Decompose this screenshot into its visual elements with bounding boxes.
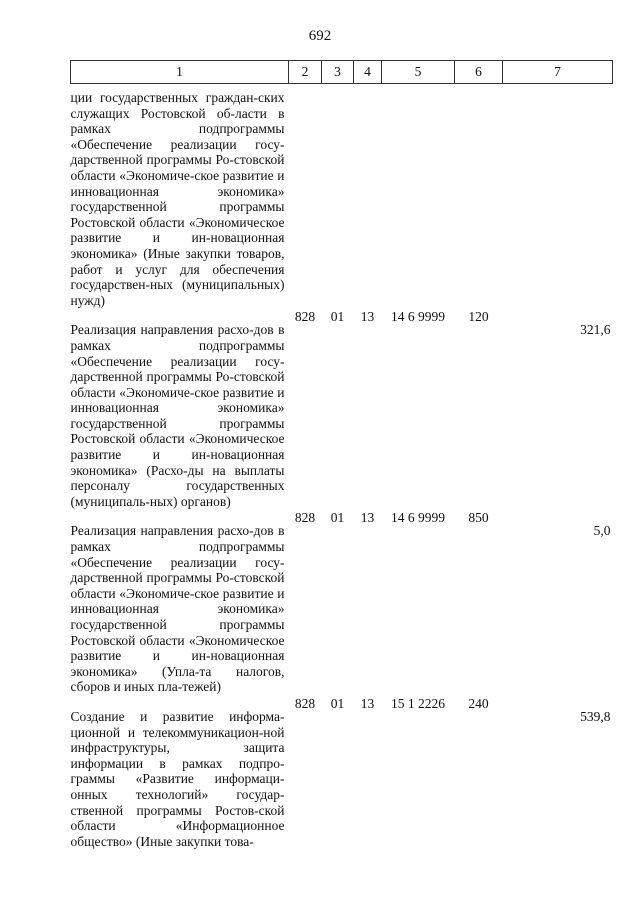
- row-description: ции государственных граждан-ских служащих Ростовской об-ласти в рамках подпрограммы «Обеспечение реализации госу-дарственной программы Ро-стовской области «Экономиче-ское развитие и инновационная экономика» государственной программы Ростовской области «Экономическое развитие и ин-новационная экономика» (Иные закупки товаров, работ и услуг для обеспечения государствен-ных (муниципальных) нужд): [70, 90, 285, 308]
- cell-rz: [322, 84, 354, 309]
- cell-vr: 850: [468, 510, 489, 526]
- cell-csr: 14 6 9999: [391, 510, 445, 526]
- column-header: 1: [71, 61, 289, 84]
- table-row: [71, 84, 613, 309]
- page-number: 692: [308, 28, 332, 44]
- row-description: Создание и развитие информа-ционной и телекоммуникацион-ной инфраструктуры, защита информации в рамках подпро-граммы «Развитие информаци-онных технологий» государ-ственной программы Ростов-ской области «Информационное общество» (Иные закупки това-: [70, 708, 285, 849]
- cell-sum: [503, 84, 613, 309]
- cell-vr: 240: [468, 695, 489, 711]
- cell-pr: 13: [360, 695, 375, 711]
- table-row: [71, 695, 613, 849]
- cell-ved: 828: [294, 695, 316, 711]
- cell-rz: 01: [330, 510, 345, 526]
- column-header: 4: [354, 61, 382, 84]
- column-header: 5: [382, 61, 455, 84]
- cell-pr: 13: [360, 510, 375, 526]
- cell-vr: [455, 84, 503, 309]
- cell-rz: 01: [330, 695, 345, 711]
- cell-csr: 14 6 9999: [391, 309, 445, 325]
- column-header-row: [71, 61, 613, 84]
- table-row: [71, 509, 613, 695]
- column-header: 6: [455, 61, 503, 84]
- cell-vr: 120: [468, 309, 489, 325]
- cell-csr: 15 1 2226: [391, 695, 445, 711]
- cell-pr: [354, 84, 382, 309]
- cell-rz: 01: [330, 309, 345, 325]
- cell-sum: 539,8: [580, 708, 611, 724]
- column-header: 7: [503, 61, 613, 84]
- cell-ved: 828: [294, 510, 316, 526]
- cell-sum: 5,0: [593, 523, 611, 539]
- row-description: Реализация направления расхо-дов в рамках подпрограммы «Обеспечение реализации госу-дарственной программы Ро-стовской области «Экономиче-ское развитие и инновационная экономика» государственной программы Ростовской области «Экономическое развитие и ин-новационная экономика» (Расхо-ды на выплаты персоналу государственных (муниципаль-ных) органов): [70, 322, 285, 509]
- column-header: 3: [322, 61, 354, 84]
- cell-csr: [382, 84, 455, 309]
- table-row: [71, 308, 613, 509]
- budget-table: [70, 60, 613, 849]
- cell-sum: 321,6: [580, 322, 611, 338]
- cell-ved: [289, 84, 322, 309]
- column-header: 2: [289, 61, 322, 84]
- cell-pr: 13: [360, 309, 375, 325]
- cell-ved: 828: [294, 309, 316, 325]
- row-description: Реализация направления расхо-дов в рамках подпрограммы «Обеспечение реализации госу-дарственной программы Ро-стовской области «Экономиче-ское развитие и инновационная экономика» государственной программы Ростовской области «Экономическое развитие и ин-новационная экономика» (Упла-та налогов, сборов и иных пла-тежей): [70, 523, 285, 695]
